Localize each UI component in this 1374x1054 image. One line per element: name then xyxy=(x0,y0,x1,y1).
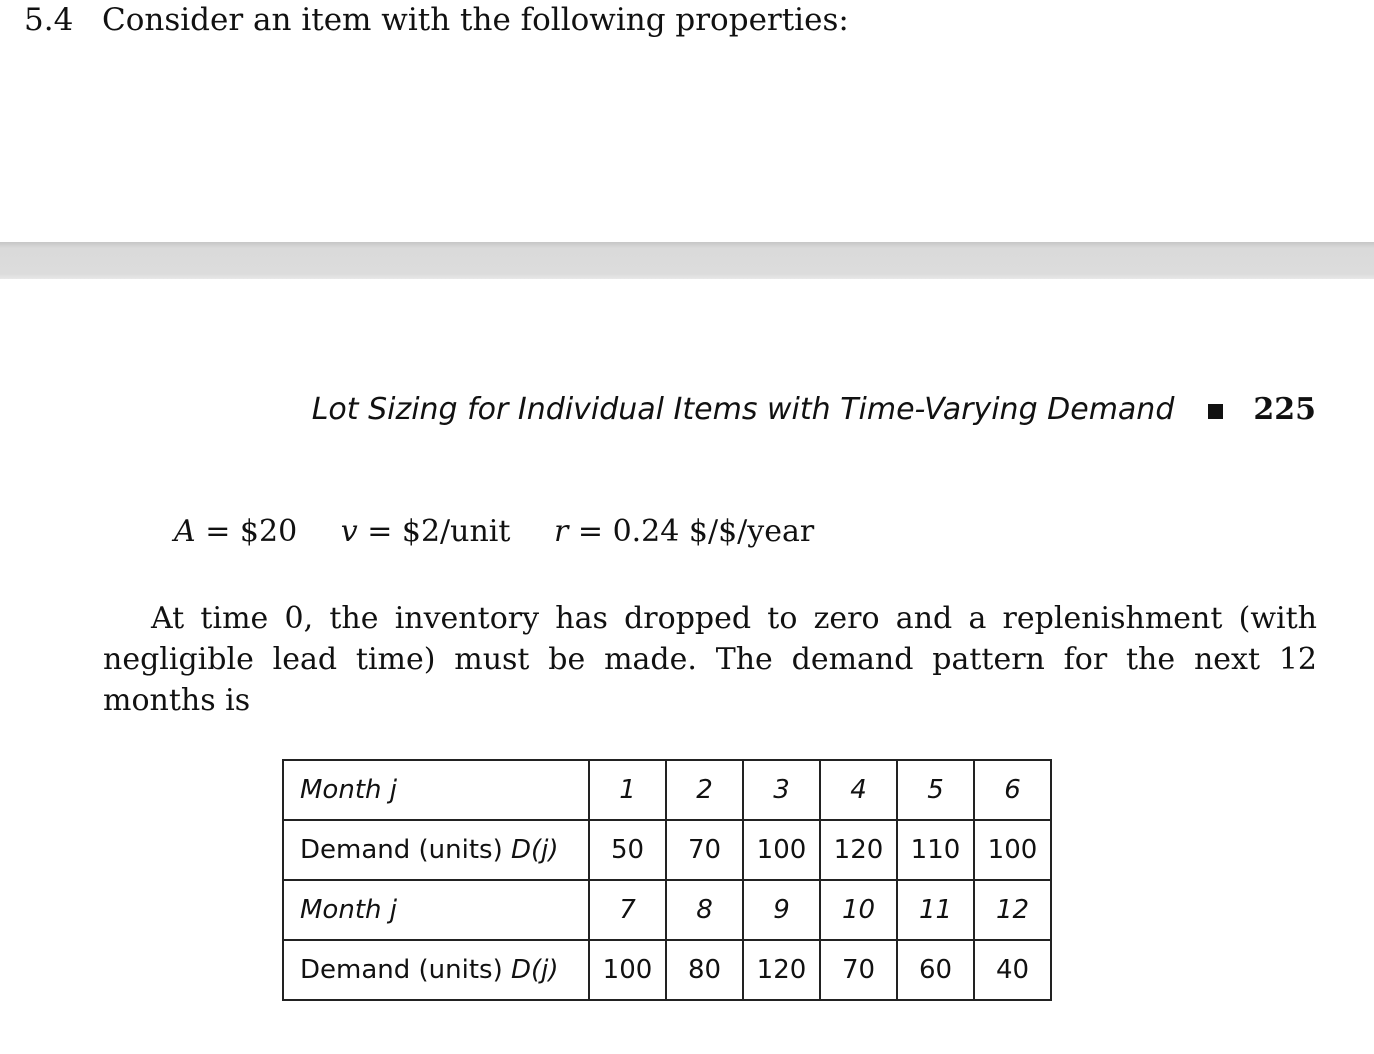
demand-cell: 100 xyxy=(974,820,1051,880)
param-a xyxy=(174,514,297,549)
demand-cell: 120 xyxy=(743,940,820,1000)
demand-cell: 60 xyxy=(897,940,974,1000)
param-r xyxy=(554,514,814,549)
month-cell: 2 xyxy=(666,760,743,820)
page-number: 225 xyxy=(1253,392,1316,427)
param-r-value: = 0.24 $/$/year xyxy=(577,514,815,549)
param-v-value: = $2/unit xyxy=(367,514,511,549)
month-cell: 11 xyxy=(897,880,974,940)
month-row xyxy=(283,760,1051,820)
demand-cell: 70 xyxy=(666,820,743,880)
intro-paragraph: At time 0, the inventory has dropped to zero and a replenishment (with negligible lead time) must be made. The demand pattern for the next 12 months is xyxy=(103,601,1317,718)
square-bullet-icon xyxy=(1208,404,1223,419)
running-head xyxy=(312,392,1316,427)
month-row xyxy=(283,880,1051,940)
demand-cell: 40 xyxy=(974,940,1051,1000)
problem-text: Consider an item with the following properties: xyxy=(102,2,849,38)
demand-label: Demand (units) D(j) xyxy=(283,940,589,1000)
month-cell: 10 xyxy=(820,880,897,940)
month-cell: 4 xyxy=(820,760,897,820)
demand-cell: 110 xyxy=(897,820,974,880)
month-label: Month j xyxy=(283,880,589,940)
demand-table-body xyxy=(283,760,1051,1000)
running-head-title: Lot Sizing for Individual Items with Time-Varying Demand xyxy=(311,392,1175,427)
month-cell: 3 xyxy=(743,760,820,820)
problem-heading xyxy=(24,2,849,38)
page-break-bar xyxy=(0,242,1374,279)
demand-cell: 80 xyxy=(666,940,743,1000)
demand-label: Demand (units) D(j) xyxy=(283,820,589,880)
param-r-symbol: r xyxy=(554,514,569,549)
demand-cell: 100 xyxy=(589,940,666,1000)
month-cell: 7 xyxy=(589,880,666,940)
demand-table xyxy=(282,759,1052,1001)
month-label: Month j xyxy=(283,760,589,820)
demand-cell: 120 xyxy=(820,820,897,880)
param-v-symbol: v xyxy=(340,514,358,549)
month-cell: 6 xyxy=(974,760,1051,820)
problem-number: 5.4 xyxy=(24,2,74,38)
demand-cell: 70 xyxy=(820,940,897,1000)
month-cell: 5 xyxy=(897,760,974,820)
month-cell: 8 xyxy=(666,880,743,940)
month-cell: 12 xyxy=(974,880,1051,940)
parameters-line xyxy=(174,514,848,549)
demand-cell: 100 xyxy=(743,820,820,880)
month-cell: 1 xyxy=(589,760,666,820)
demand-row xyxy=(283,940,1051,1000)
param-v xyxy=(341,514,511,549)
month-cell: 9 xyxy=(743,880,820,940)
param-a-value: = $20 xyxy=(205,514,298,549)
demand-row xyxy=(283,820,1051,880)
param-a-symbol: A xyxy=(174,514,196,549)
demand-cell: 50 xyxy=(589,820,666,880)
